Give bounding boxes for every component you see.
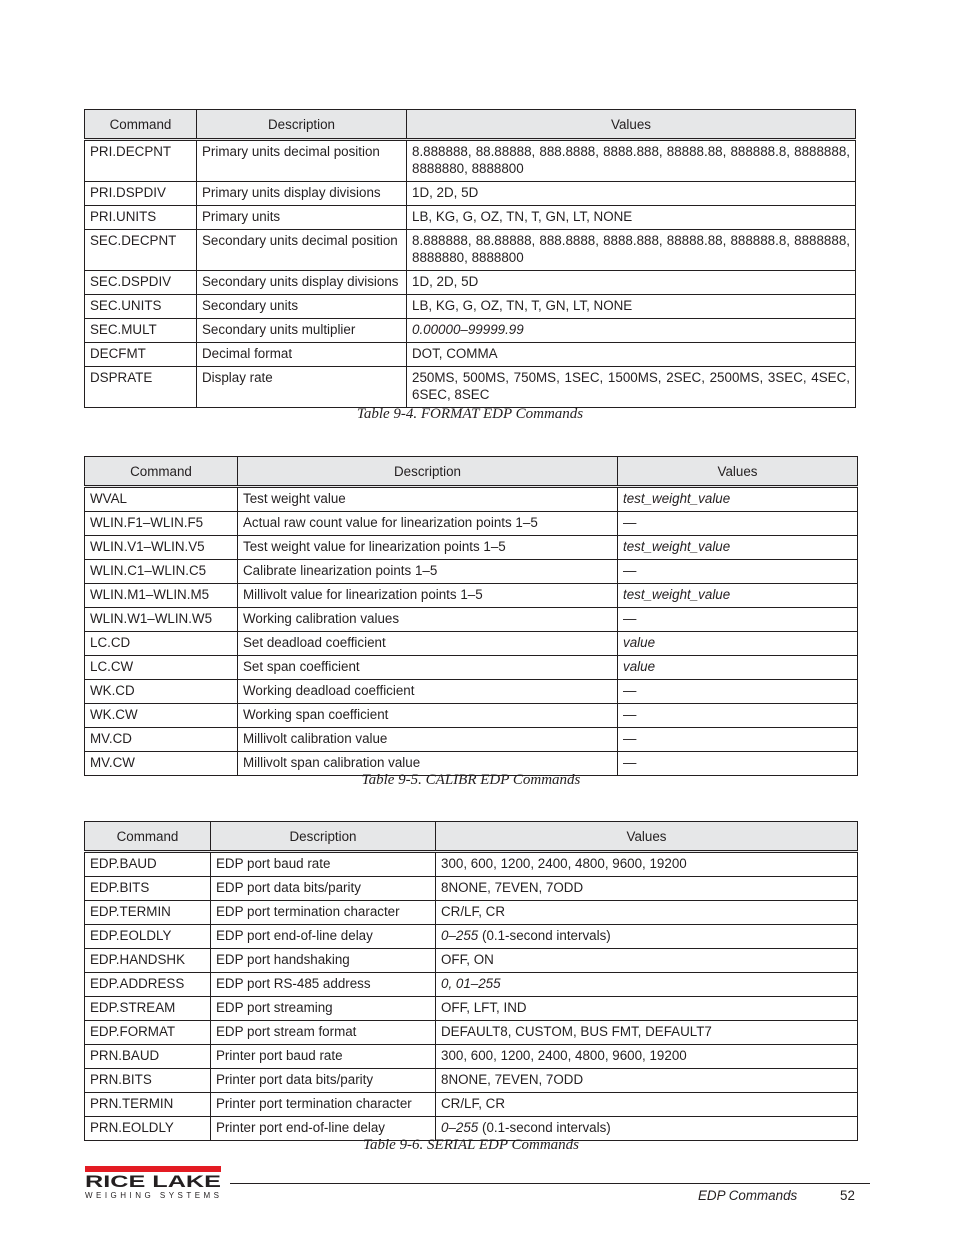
page-number: 52	[840, 1188, 855, 1203]
description-cell: Display rate	[197, 367, 407, 408]
values-cell: 300, 600, 1200, 2400, 4800, 9600, 19200	[436, 852, 858, 877]
description-cell: Set deadload coefficient	[238, 632, 618, 656]
table-row	[85, 512, 858, 536]
values-note: (0.1-second intervals)	[481, 1120, 611, 1135]
description-cell: Calibrate linearization points 1–5	[238, 560, 618, 584]
values-cell	[436, 925, 858, 949]
description-cell: Primary units decimal position	[197, 140, 407, 182]
command-cell: PRN.TERMIN	[85, 1093, 211, 1117]
serial-edp-table	[84, 821, 858, 1141]
table-row	[85, 1045, 858, 1069]
command-cell: MV.CD	[85, 728, 238, 752]
values-cell: —	[618, 704, 858, 728]
description-cell: Millivolt calibration value	[238, 728, 618, 752]
column-header-values: Values	[407, 110, 856, 140]
values-cell: OFF, ON	[436, 949, 858, 973]
table-row	[85, 1093, 858, 1117]
command-cell: WK.CW	[85, 704, 238, 728]
description-cell: EDP port RS-485 address	[211, 973, 436, 997]
table-row	[85, 728, 858, 752]
table-row	[85, 584, 858, 608]
column-header-command: Command	[85, 110, 197, 140]
values-cell: 8.888888, 88.88888, 888.8888, 8888.888, 88888.88, 888888.8, 8888888, 8888880, 8888800	[407, 230, 856, 271]
table-row	[85, 560, 858, 584]
table-row	[85, 877, 858, 901]
command-cell: EDP.HANDSHK	[85, 949, 211, 973]
description-cell: Primary units	[197, 206, 407, 230]
command-cell: EDP.EOLDLY	[85, 925, 211, 949]
description-cell: Secondary units	[197, 295, 407, 319]
values-cell: LB, KG, G, OZ, TN, T, GN, LT, NONE	[407, 295, 856, 319]
values-cell: —	[618, 512, 858, 536]
column-header-description: Description	[197, 110, 407, 140]
command-cell: SEC.MULT	[85, 319, 197, 343]
table-row	[85, 632, 858, 656]
values-cell: CR/LF, CR	[436, 1093, 858, 1117]
command-cell: EDP.ADDRESS	[85, 973, 211, 997]
description-cell: Printer port baud rate	[211, 1045, 436, 1069]
table-row	[85, 656, 858, 680]
command-cell: EDP.STREAM	[85, 997, 211, 1021]
description-cell: Secondary units decimal position	[197, 230, 407, 271]
values-cell: DOT, COMMA	[407, 343, 856, 367]
values-cell: —	[618, 728, 858, 752]
command-cell: WLIN.M1–WLIN.M5	[85, 584, 238, 608]
command-cell: LC.CW	[85, 656, 238, 680]
description-cell: Set span coefficient	[238, 656, 618, 680]
calibr-edp-table	[84, 456, 858, 776]
table-row	[85, 1021, 858, 1045]
values-cell: test_weight_value	[618, 487, 858, 512]
description-cell: Working calibration values	[238, 608, 618, 632]
values-cell: 300, 600, 1200, 2400, 4800, 9600, 19200	[436, 1045, 858, 1069]
table-row	[85, 973, 858, 997]
table-row	[85, 1069, 858, 1093]
command-cell: SEC.DECPNT	[85, 230, 197, 271]
description-cell: Millivolt span calibration value	[238, 752, 618, 776]
column-header-command: Command	[85, 822, 211, 852]
table-row	[85, 608, 858, 632]
values-cell: value	[618, 632, 858, 656]
description-cell: EDP port streaming	[211, 997, 436, 1021]
description-cell: EDP port handshaking	[211, 949, 436, 973]
table-row	[85, 704, 858, 728]
description-cell: EDP port data bits/parity	[211, 877, 436, 901]
values-cell: 0.00000–99999.99	[407, 319, 856, 343]
description-cell: Test weight value	[238, 487, 618, 512]
description-cell: Secondary units multiplier	[197, 319, 407, 343]
command-cell: EDP.BAUD	[85, 852, 211, 877]
description-cell: Actual raw count value for linearization points 1–5	[238, 512, 618, 536]
command-cell: PRN.BITS	[85, 1069, 211, 1093]
table-row	[85, 949, 858, 973]
command-cell: PRI.UNITS	[85, 206, 197, 230]
values-cell: OFF, LFT, IND	[436, 997, 858, 1021]
description-cell: Millivolt value for linearization points 1–5	[238, 584, 618, 608]
values-cell: —	[618, 608, 858, 632]
table-caption: Table 9-4. FORMAT EDP Commands	[356, 406, 584, 422]
description-cell: Printer port termination character	[211, 1093, 436, 1117]
command-cell: DECFMT	[85, 343, 197, 367]
values-cell: value	[618, 656, 858, 680]
description-cell: Printer port end-of-line delay	[211, 1117, 436, 1141]
command-cell: LC.CD	[85, 632, 238, 656]
table-caption: Table 9-5. CALIBR EDP Commands	[361, 772, 581, 788]
column-header-values: Values	[618, 457, 858, 487]
table-row	[85, 230, 856, 271]
command-cell: SEC.UNITS	[85, 295, 197, 319]
table-row	[85, 182, 856, 206]
table-row	[85, 343, 856, 367]
command-cell: WLIN.F1–WLIN.F5	[85, 512, 238, 536]
table-row	[85, 206, 856, 230]
values-cell: LB, KG, G, OZ, TN, T, GN, LT, NONE	[407, 206, 856, 230]
command-cell: MV.CW	[85, 752, 238, 776]
description-cell: EDP port stream format	[211, 1021, 436, 1045]
table-row	[85, 487, 858, 512]
column-header-values: Values	[436, 822, 858, 852]
table-row	[85, 925, 858, 949]
description-cell: Primary units display divisions	[197, 182, 407, 206]
table-row	[85, 997, 858, 1021]
values-note: (0.1-second intervals)	[481, 928, 611, 943]
values-cell: 8.888888, 88.88888, 888.8888, 8888.888, 88888.88, 888888.8, 8888888, 8888880, 8888800	[407, 140, 856, 182]
command-cell: WLIN.C1–WLIN.C5	[85, 560, 238, 584]
table-row	[85, 295, 856, 319]
table-row	[85, 271, 856, 295]
description-cell: EDP port end-of-line delay	[211, 925, 436, 949]
command-cell: WVAL	[85, 487, 238, 512]
values-cell: CR/LF, CR	[436, 901, 858, 925]
format-edp-table	[84, 109, 856, 408]
description-cell: Test weight value for linearization points 1–5	[238, 536, 618, 560]
values-cell: 1D, 2D, 5D	[407, 182, 856, 206]
command-cell: EDP.TERMIN	[85, 901, 211, 925]
table-row	[85, 319, 856, 343]
description-cell: Decimal format	[197, 343, 407, 367]
table-row	[85, 901, 858, 925]
values-range: 0–255	[441, 1120, 479, 1135]
description-cell: EDP port baud rate	[211, 852, 436, 877]
values-cell: —	[618, 560, 858, 584]
rice-lake-logo	[85, 1166, 221, 1200]
table-row	[85, 536, 858, 560]
command-cell: WLIN.W1–WLIN.W5	[85, 608, 238, 632]
command-cell: PRN.BAUD	[85, 1045, 211, 1069]
table-row	[85, 852, 858, 877]
table-row	[85, 367, 856, 408]
values-cell: 0, 01–255	[436, 973, 858, 997]
footer-rule	[230, 1183, 870, 1184]
values-cell: —	[618, 680, 858, 704]
command-cell: DSPRATE	[85, 367, 197, 408]
column-header-command: Command	[85, 457, 238, 487]
command-cell: WK.CD	[85, 680, 238, 704]
command-cell: EDP.FORMAT	[85, 1021, 211, 1045]
command-cell: EDP.BITS	[85, 877, 211, 901]
command-cell: PRI.DSPDIV	[85, 182, 197, 206]
values-cell: test_weight_value	[618, 536, 858, 560]
values-cell: 8NONE, 7EVEN, 7ODD	[436, 1069, 858, 1093]
column-header-description: Description	[238, 457, 618, 487]
footer-section-title: EDP Commands	[698, 1188, 798, 1203]
values-cell: 1D, 2D, 5D	[407, 271, 856, 295]
description-cell: Working span coefficient	[238, 704, 618, 728]
description-cell: Secondary units display divisions	[197, 271, 407, 295]
values-cell: 8NONE, 7EVEN, 7ODD	[436, 877, 858, 901]
description-cell: Working deadload coefficient	[238, 680, 618, 704]
table-row	[85, 680, 858, 704]
table-caption: Table 9-6. SERIAL EDP Commands	[363, 1137, 579, 1153]
description-cell: Printer port data bits/parity	[211, 1069, 436, 1093]
command-cell: WLIN.V1–WLIN.V5	[85, 536, 238, 560]
values-cell: 250MS, 500MS, 750MS, 1SEC, 1500MS, 2SEC, 2500MS, 3SEC, 4SEC, 6SEC, 8SEC	[407, 367, 856, 408]
logo-subtext: WEIGHING SYSTEMS	[85, 1191, 219, 1200]
description-cell: EDP port termination character	[211, 901, 436, 925]
logo-wordmark: RICE LAKE	[85, 1172, 221, 1191]
column-header-description: Description	[211, 822, 436, 852]
command-cell: SEC.DSPDIV	[85, 271, 197, 295]
values-cell: DEFAULT8, CUSTOM, BUS FMT, DEFAULT7	[436, 1021, 858, 1045]
command-cell: PRN.EOLDLY	[85, 1117, 211, 1141]
values-cell: test_weight_value	[618, 584, 858, 608]
values-cell: —	[618, 752, 858, 776]
command-cell: PRI.DECPNT	[85, 140, 197, 182]
values-range: 0–255	[441, 928, 479, 943]
table-row	[85, 140, 856, 182]
